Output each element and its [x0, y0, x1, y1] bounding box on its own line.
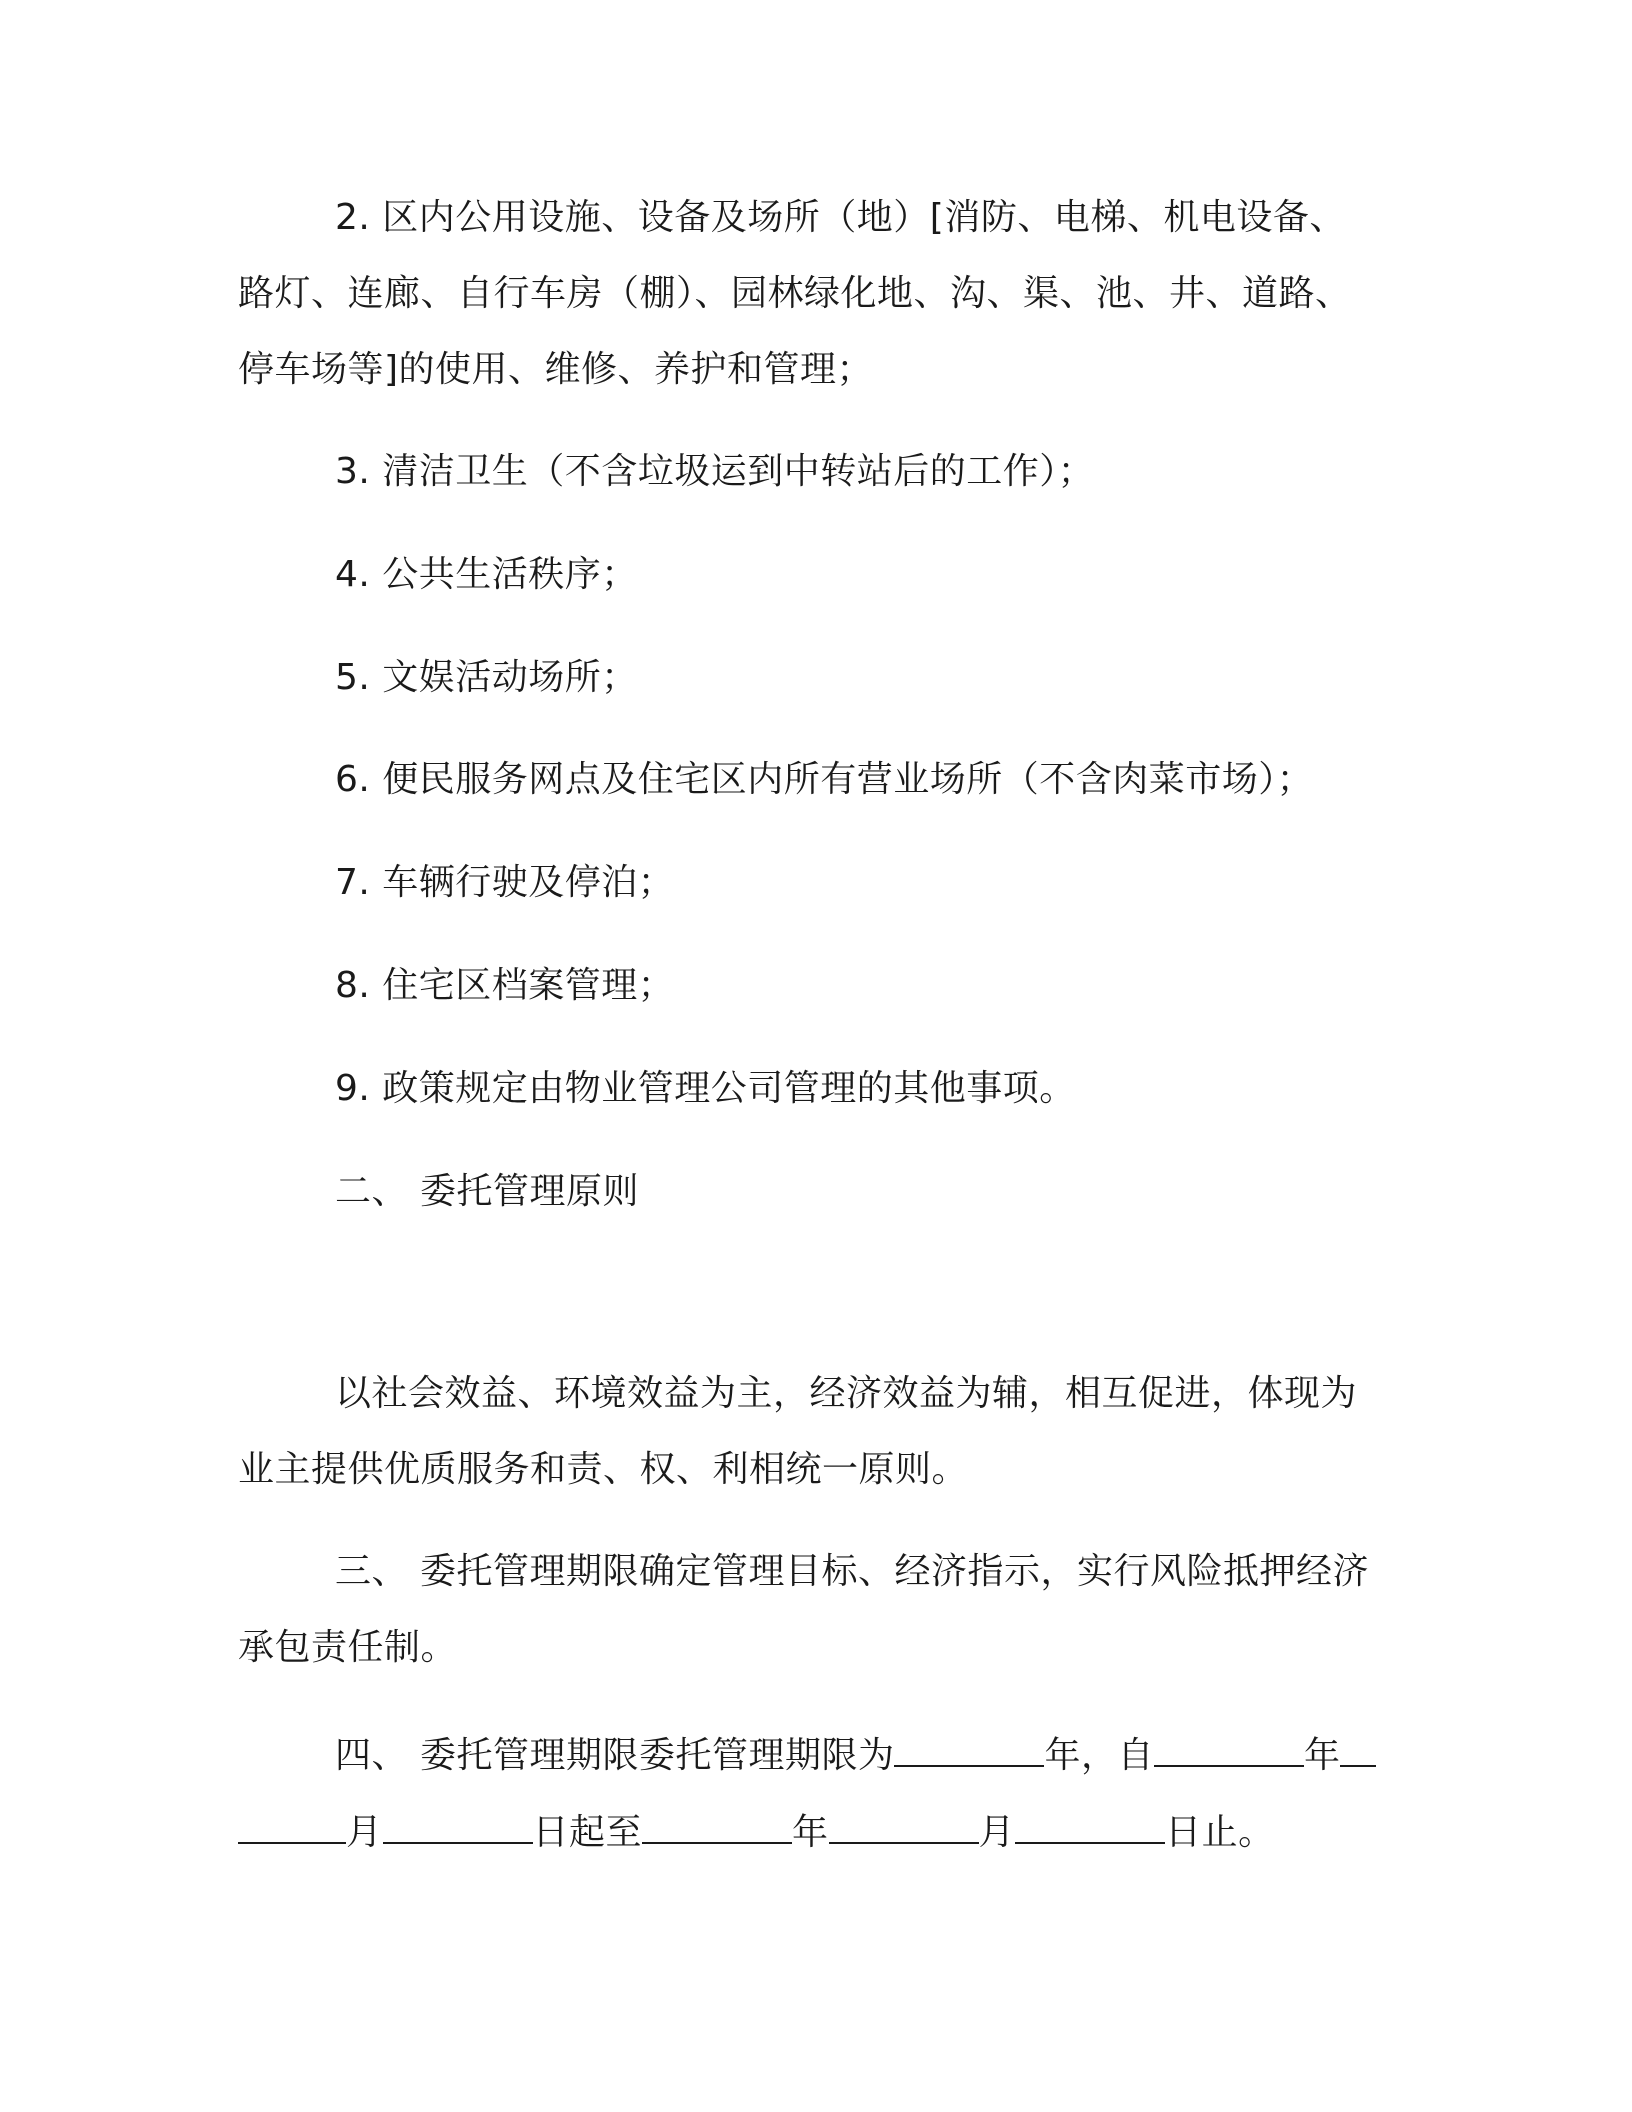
end-day-blank[interactable] [1015, 1808, 1165, 1844]
item-7: 7. 车辆行驶及停泊； [335, 862, 675, 903]
item-5: 5. 文娱活动场所； [335, 657, 638, 698]
item-2-line-2: 路灯、连廊、自行车房（棚）、园林绿化地、沟、渠、池、井、道路、 [238, 273, 1352, 314]
section-4-line-2 [238, 1808, 1275, 1855]
item-3: 3. 清洁卫生（不含垃圾运到中转站后的工作）； [335, 451, 1095, 492]
item-2-line-1: 2. 区内公用设施、设备及场所（地）[消防、电梯、机电设备、 [335, 197, 1346, 238]
start-year-blank[interactable] [1154, 1731, 1304, 1767]
section-4-text-3: 年 [1303, 1735, 1341, 1776]
start-month-blank-part-2[interactable] [238, 1808, 346, 1844]
section-4-text-1: 四、 委托管理期限委托管理期限为 [335, 1735, 895, 1776]
item-6: 6. 便民服务网点及住宅区内所有营业场所（不含肉菜市场）； [335, 759, 1314, 800]
section-4-text-5: 日起至 [532, 1812, 643, 1853]
section-4-text-7: 月 [978, 1812, 1016, 1853]
section-2-body-line-1: 以社会效益、环境效益为主，经济效益为辅，相互促进，体现为 [335, 1373, 1358, 1414]
section-2-heading: 二、 委托管理原则 [335, 1171, 639, 1212]
item-9: 9. 政策规定由物业管理公司管理的其他事项。 [335, 1068, 1076, 1109]
section-4-text-6: 年 [792, 1812, 829, 1853]
section-4-line-1 [335, 1731, 1376, 1778]
section-3-line-1: 三、 委托管理期限确定管理目标、经济指示，实行风险抵押经济 [335, 1551, 1369, 1592]
item-2-line-3: 停车场等]的使用、维修、养护和管理； [238, 349, 874, 390]
item-8: 8. 住宅区档案管理； [335, 965, 675, 1006]
end-year-blank[interactable] [642, 1808, 792, 1844]
section-4-text-4: 月 [346, 1812, 383, 1853]
start-day-blank[interactable] [383, 1808, 533, 1844]
item-4: 4. 公共生活秩序； [335, 554, 638, 595]
start-month-blank-part-1[interactable] [1340, 1731, 1376, 1767]
section-4-text-8: 日止。 [1165, 1812, 1275, 1853]
section-4-text-2: 年，自 [1044, 1735, 1154, 1776]
section-3-line-2: 承包责任制。 [238, 1627, 458, 1668]
section-2-body-line-2: 业主提供优质服务和责、权、利相统一原则。 [238, 1449, 969, 1490]
term-years-blank[interactable] [894, 1731, 1044, 1767]
end-month-blank[interactable] [829, 1808, 979, 1844]
